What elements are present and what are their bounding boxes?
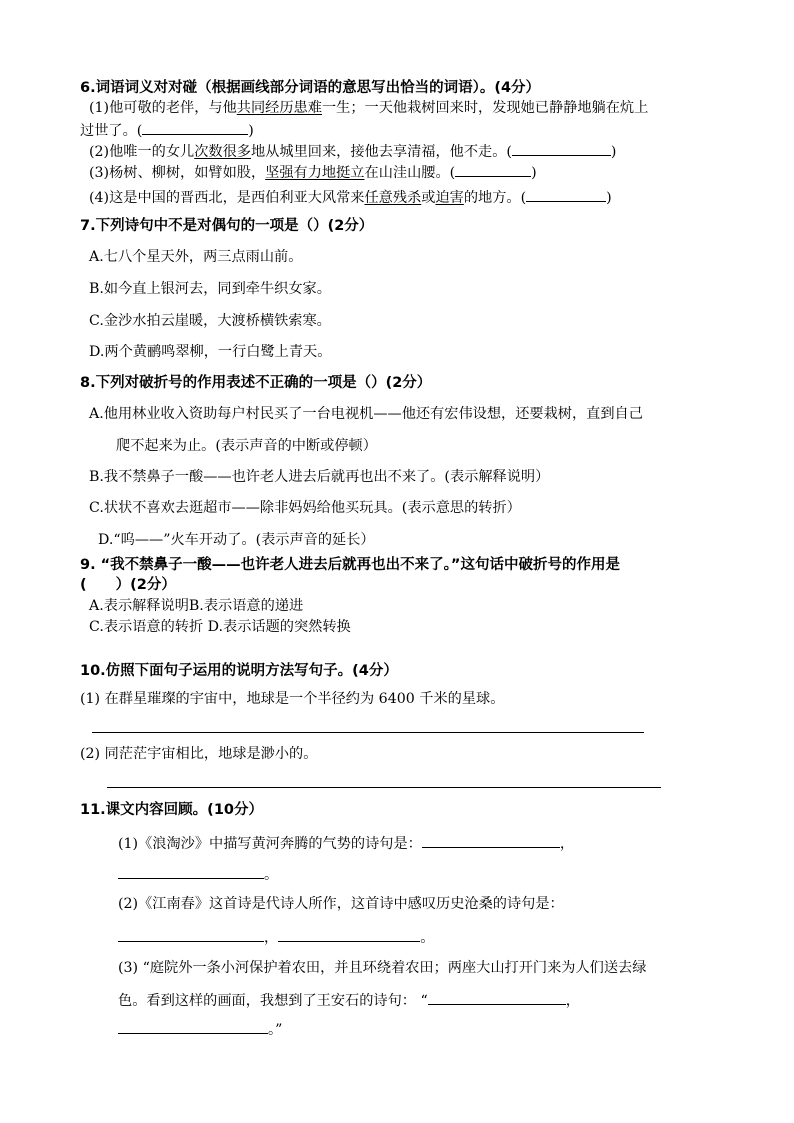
q11-item-3-line-2: 色。看到这样的画面，我想到了王安石的诗句： “ ， [118,990,580,1010]
q7-option-d: D.两个黄鹂鸣翠柳，一行白鹭上青天。 [89,344,332,360]
q9-options-c-d: C.表示语意的转折 D.表示话题的突然转换 [89,619,351,635]
q6-underlined-phrase: 坚强有力地挺立 [265,165,365,181]
q11-item-3-line-3: 。” [118,1019,282,1039]
q7-option-a: A.七八个星天外，两三点雨山前。 [89,249,303,265]
q9-title-line-2: ( ）(2分） [80,577,176,593]
q7-option-c: C.金沙水拍云崖暖，大渡桥横铁索寒。 [89,313,331,329]
q7-option-b: B.如今直上银河去，同到牵牛织女家。 [89,281,331,297]
q10-title: 10.仿照下面句子运用的说明方法写句子。(4分） [80,663,398,679]
q9-options-a-b: A.表示解释说明B.表示语意的递进 [89,598,304,614]
q9-title-line-1: 9. “我不禁鼻子一酸——也许老人进去后就再也出不来了。”这句话中破折号的作用是 [80,557,620,573]
answer-blank[interactable] [142,120,248,135]
q11-item-3-line-1: (3) “庭院外一条小河保护着农田，并且环绕着农田；两座大山打开门来为人们送去绿 [118,960,647,976]
q6-item-3: (3)杨树、柳树，如臂如股，坚强有力地挺立在山洼山腰。( ) [89,162,537,182]
answer-blank[interactable] [428,990,566,1005]
q6-underlined-phrase: 任意残杀 [364,190,422,206]
q6-item-1-line-2: 过世了。( ) [80,120,254,140]
q11-item-2-line-2: ， 。 [118,927,434,947]
q6-underlined-phrase: 次数很多 [194,144,251,160]
q11-item-1-line-1: (1)《浪淘沙》中描写黄河奔腾的气势的诗句是： ， [118,833,574,853]
answer-blank[interactable] [118,864,264,879]
answer-blank[interactable] [455,162,531,177]
q10-sentence-2: (2) 同茫茫宇宙相比，地球是渺小的。 [80,746,318,762]
q11-item-2-line-1: (2)《江南春》这首诗是代诗人所作，这首诗中感叹历史沧桑的诗句是： [118,896,564,912]
q11-item-1-line-2: 。 [118,864,278,884]
q8-title: 8.下列对破折号的作用表述不正确的一项是（）(2分） [80,375,432,391]
q10-answer-line-2[interactable] [107,787,661,788]
q10-answer-line-1[interactable] [92,732,644,733]
q8-option-a-line-1: A.他用林业收入资助每户村民买了一台电视机——他还有宏伟设想，还要栽树，直到自己 [89,406,643,422]
answer-blank[interactable] [526,187,606,202]
q8-option-b: B.我不禁鼻子一酸——也许老人进去后就再也出不来了。(表示解释说明） [89,469,550,485]
answer-blank[interactable] [422,833,560,848]
q6-item-1-line-1: (1)他可敬的老伴，与他共同经历患难一生；一天他栽树回来时，发现她已静静地躺在炕上 [89,100,649,116]
answer-blank[interactable] [278,927,420,942]
q10-sentence-1: (1) 在群星璀璨的宇宙中，地球是一个半径约为 6400 千米的星球。 [80,691,505,707]
q6-title: 6.词语词义对对碰（根据画线部分词语的意思写出恰当的词语）。(4分） [80,80,541,96]
q8-option-d: D.“呜——”火车开动了。(表示声音的延长） [98,532,375,548]
q8-option-c: C.状状不喜欢去逛超市——除非妈妈给他买玩具。(表示意思的转折） [89,500,521,516]
answer-blank[interactable] [512,141,611,156]
q7-title: 7.下列诗句中不是对偶句的一项是（）(2分） [80,218,374,234]
q6-item-4: (4)这是中国的晋西北，是西伯利亚大风常来任意残杀或迫害的地方。( ) [89,187,612,207]
answer-blank[interactable] [118,927,264,942]
q8-option-a-line-2: 爬不起来为止。(表示声音的中断或停顿） [116,438,377,454]
q6-item-2: (2)他唯一的女儿次数很多地从城里回来，接他去享清福，他不走。( ) [89,141,616,161]
q11-title: 11.课文内容回顾。(10分） [80,802,263,818]
answer-blank[interactable] [118,1019,268,1034]
q6-underlined-phrase: 共同经历患难 [236,100,322,116]
q6-underlined-phrase: 迫害 [435,190,464,206]
